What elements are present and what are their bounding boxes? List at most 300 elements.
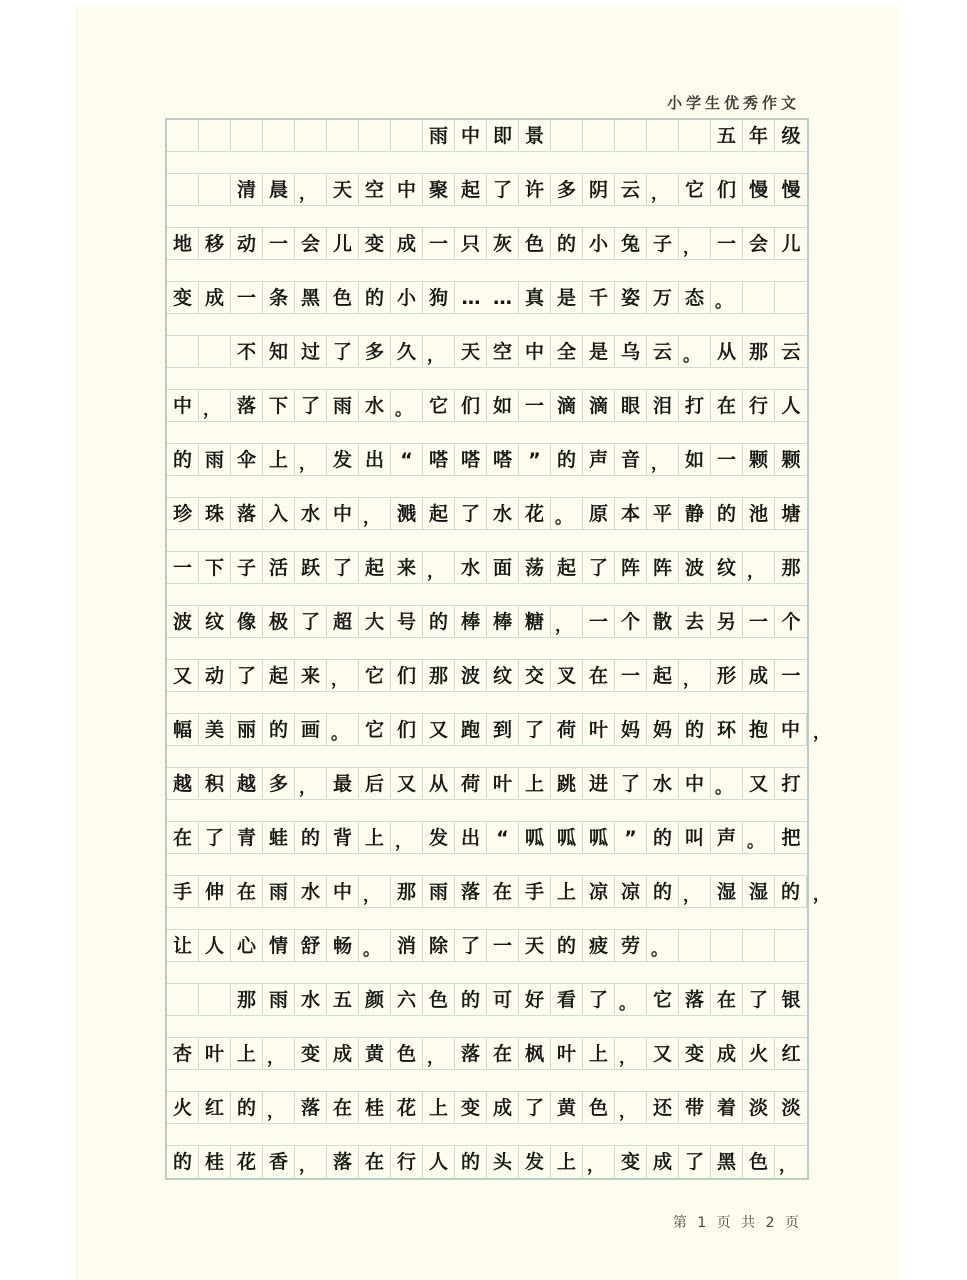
grid-cell: 人 <box>781 394 801 417</box>
grid-spacer-row <box>167 314 807 336</box>
grid-cell: 人 <box>423 1146 455 1178</box>
grid-spacer-row <box>167 800 807 822</box>
grid-cell: 真 <box>519 282 551 314</box>
grid-cell: 劳 <box>615 930 647 962</box>
grid-cell: 行 <box>391 1146 423 1178</box>
grid-cell: 除 <box>423 930 455 962</box>
text-row <box>167 390 807 422</box>
grid-cell: 呱 <box>519 822 551 854</box>
grid-cell: 枫 <box>519 1038 551 1070</box>
grid-cell: 丽 <box>231 714 263 746</box>
grid-cell: 形 <box>711 660 743 692</box>
grid-cell: 上 <box>551 876 583 908</box>
grid-cell: 们 <box>455 390 487 422</box>
grid-spacer-row <box>167 638 807 660</box>
grid-cell: 行 <box>743 390 775 422</box>
grid-cell-empty <box>775 282 807 314</box>
grid-cell: 后 <box>359 768 391 800</box>
grid-cell: 落 <box>455 1038 487 1070</box>
grid-cell: 荷 <box>551 714 583 746</box>
text-row <box>167 1038 807 1070</box>
grid-cell: 花 <box>231 1146 263 1178</box>
grid-cell: 年 <box>743 120 775 152</box>
grid-cell: 畅 <box>327 930 359 962</box>
grid-cell: 兔 <box>615 228 647 260</box>
grid-cell: 移 <box>199 228 231 260</box>
grid-cell: 下 <box>199 552 231 584</box>
grid-cell: 叶 <box>199 1038 231 1070</box>
grid-cell: 一 <box>583 606 615 638</box>
grid-cell: 下 <box>263 390 295 422</box>
grid-cell: 波 <box>455 660 487 692</box>
grid-cell: 了 <box>295 606 327 638</box>
grid-cell: 活 <box>263 552 295 584</box>
text-row <box>167 930 807 962</box>
grid-cell: 起 <box>423 498 455 530</box>
grid-cell: 它 <box>647 984 679 1016</box>
grid-cell: 成 <box>199 282 231 314</box>
grid-cell: 云 <box>615 174 647 206</box>
grid-cell: 成 <box>327 1038 359 1070</box>
grid-cell: 发 <box>423 822 455 854</box>
grid-cell: 起 <box>551 552 583 584</box>
grid-cell: 个 <box>615 606 647 638</box>
grid-cell: 起 <box>455 174 487 206</box>
grid-cell: 银 <box>781 988 801 1011</box>
grid-cell: 黑 <box>711 1146 743 1178</box>
grid-cell: 子 <box>647 228 679 260</box>
grid-cell: ， <box>779 1156 796 1176</box>
grid-cell: 淡 <box>781 1096 801 1119</box>
grid-cell: 的 <box>775 876 807 908</box>
grid-cell: 了 <box>327 336 359 368</box>
grid-cell: 的 <box>423 606 455 638</box>
grid-cell: 眼 <box>615 390 647 422</box>
grid-cell: 杏 <box>167 1038 199 1070</box>
grid-cell: 中 <box>327 876 359 908</box>
text-row <box>167 444 807 476</box>
text-row <box>167 174 807 206</box>
grid-cell: 色 <box>519 228 551 260</box>
grid-cell: 落 <box>327 1146 359 1178</box>
grid-cell: 跑 <box>455 714 487 746</box>
grid-cell: 泪 <box>647 390 679 422</box>
grid-spacer-row <box>167 908 807 930</box>
grid-cell: 动 <box>231 228 263 260</box>
text-row <box>167 552 807 584</box>
grid-cell: 来 <box>295 660 327 692</box>
text-row <box>167 282 807 314</box>
grid-cell: 了 <box>295 390 327 422</box>
grid-cell: 小 <box>391 282 423 314</box>
grid-cell: 那 <box>423 660 455 692</box>
grid-cell: ， <box>295 444 327 476</box>
grid-cell: 火 <box>743 1038 775 1070</box>
grid-cell-empty <box>199 120 231 152</box>
grid-cell: 云 <box>781 340 801 363</box>
grid-cell: 上 <box>551 1146 583 1178</box>
grid-cell: 落 <box>455 876 487 908</box>
grid-cell: 的 <box>647 822 679 854</box>
grid-cell-empty <box>679 120 711 152</box>
grid-cell: 呱 <box>551 822 583 854</box>
grid-cell: 棒 <box>487 606 519 638</box>
grid-cell: 变 <box>359 228 391 260</box>
grid-cell: 儿 <box>327 228 359 260</box>
grid-cell: 成 <box>647 1146 679 1178</box>
grid-cell: 原 <box>583 498 615 530</box>
grid-cell: 又 <box>423 714 455 746</box>
grid-cell: 阴 <box>583 174 615 206</box>
grid-cell: 入 <box>263 498 295 530</box>
grid-cell: 伞 <box>231 444 263 476</box>
grid-cell: 像 <box>231 606 263 638</box>
grid-cell: 的 <box>679 714 711 746</box>
grid-cell: 色 <box>583 1092 615 1124</box>
grid-cell: 聚 <box>423 174 455 206</box>
grid-spacer-row <box>167 206 807 228</box>
grid-cell: ， <box>583 1146 615 1178</box>
grid-cell: 妈 <box>647 714 679 746</box>
grid-cell: 叶 <box>583 714 615 746</box>
grid-cell: 雨 <box>423 120 455 152</box>
grid-cell: 湿 <box>711 876 743 908</box>
grid-cell: 好 <box>519 984 551 1016</box>
grid-cell: 不 <box>231 336 263 368</box>
grid-cell: 声 <box>583 444 615 476</box>
grid-cell: 落 <box>231 498 263 530</box>
grid-cell: 雨 <box>327 390 359 422</box>
grid-cell: ， <box>615 1092 647 1124</box>
grid-cell: 的 <box>455 984 487 1016</box>
grid-cell: 变 <box>615 1146 647 1178</box>
grid-cell: 另 <box>711 606 743 638</box>
grid-cell: 中 <box>391 174 423 206</box>
grid-cell: 带 <box>679 1092 711 1124</box>
grid-cell: ， <box>423 336 455 368</box>
grid-cell: 美 <box>199 714 231 746</box>
grid-spacer-row <box>167 530 807 552</box>
grid-cell: 的 <box>551 228 583 260</box>
grid-cell: 慢 <box>781 178 801 201</box>
text-row <box>167 606 807 638</box>
grid-cell: 了 <box>327 552 359 584</box>
grid-cell: 即 <box>487 120 519 152</box>
grid-cell: 荡 <box>519 552 551 584</box>
grid-cell: 姿 <box>615 282 647 314</box>
grid-cell: 天 <box>455 336 487 368</box>
grid-cell: 极 <box>263 606 295 638</box>
grid-cell: 消 <box>391 930 423 962</box>
grid-cell: 让 <box>167 930 199 962</box>
grid-cell: 发 <box>519 1146 551 1178</box>
grid-cell: 黄 <box>359 1038 391 1070</box>
grid-cell: 纹 <box>199 606 231 638</box>
grid-cell: 了 <box>487 174 519 206</box>
grid-cell: 蛙 <box>263 822 295 854</box>
grid-cell: 一 <box>231 282 263 314</box>
grid-cell: 在 <box>487 876 519 908</box>
grid-spacer-row <box>167 422 807 444</box>
grid-cell: 积 <box>199 768 231 800</box>
grid-cell: 雨 <box>199 444 231 476</box>
grid-cell: 出 <box>455 822 487 854</box>
grid-cell: 可 <box>487 984 519 1016</box>
grid-cell: 变 <box>167 282 199 314</box>
grid-cell: 五 <box>327 984 359 1016</box>
grid-cell: 的 <box>359 282 391 314</box>
grid-cell: 儿 <box>781 232 801 255</box>
grid-cell: 了 <box>455 930 487 962</box>
text-row <box>167 660 807 692</box>
grid-cell: ， <box>295 768 327 800</box>
text-row <box>167 498 807 530</box>
grid-cell: 最 <box>327 768 359 800</box>
grid-cell: 如 <box>679 444 711 476</box>
grid-cell: 一 <box>263 228 295 260</box>
grid-cell: 中 <box>327 498 359 530</box>
grid-cell-empty <box>615 120 647 152</box>
grid-cell: 黄 <box>551 1092 583 1124</box>
grid-cell: 上 <box>423 1092 455 1124</box>
grid-cell: 级 <box>781 124 801 147</box>
grid-spacer-row <box>167 368 807 390</box>
grid-cell: 变 <box>455 1092 487 1124</box>
grid-cell: 一 <box>167 552 199 584</box>
grid-cell: 六 <box>391 984 423 1016</box>
composition-grid <box>165 118 830 1180</box>
grid-cell: 成 <box>391 228 423 260</box>
grid-cell: 火 <box>167 1092 199 1124</box>
grid-cell: 中 <box>679 768 711 800</box>
grid-cell-empty <box>167 120 199 152</box>
grid-cell: ， <box>295 1146 327 1178</box>
grid-spacer-row <box>167 854 807 876</box>
grid-cell-empty <box>583 120 615 152</box>
text-row <box>167 228 807 260</box>
grid-cell: 发 <box>327 444 359 476</box>
grid-spacer-row <box>167 260 807 282</box>
grid-cell: 静 <box>679 498 711 530</box>
grid-cell: 疲 <box>583 930 615 962</box>
grid-cell: 会 <box>295 228 327 260</box>
grid-cell: 空 <box>487 336 519 368</box>
grid-cell: 本 <box>615 498 647 530</box>
grid-cell: 在 <box>359 1146 391 1178</box>
grid-cell: 那 <box>391 876 423 908</box>
grid-cell: ， <box>743 552 775 584</box>
grid-cell: 嗒 <box>423 444 455 476</box>
grid-cell: 超 <box>327 606 359 638</box>
grid-cell: 们 <box>711 174 743 206</box>
grid-cell: 景 <box>519 120 551 152</box>
grid-cell: 的 <box>647 876 679 908</box>
grid-spacer-row <box>167 1016 807 1038</box>
grid-cell: 们 <box>391 714 423 746</box>
grid-cell: 在 <box>167 822 199 854</box>
grid-cell: 大 <box>359 606 391 638</box>
grid-cell: 红 <box>781 1042 801 1065</box>
grid-cell-empty <box>551 120 583 152</box>
grid-cell: 了 <box>455 498 487 530</box>
grid-cell: 水 <box>455 552 487 584</box>
page-header-title: 小学生优秀作文 <box>666 94 800 112</box>
grid-cell: 子 <box>231 552 263 584</box>
grid-cell: ， <box>679 876 711 908</box>
grid-cell: 的 <box>263 714 295 746</box>
grid-cell: 态 <box>679 282 711 314</box>
hanging-punctuation: ， <box>813 885 830 905</box>
text-row <box>167 984 807 1016</box>
grid-cell-empty <box>743 282 775 314</box>
grid-cell: 落 <box>679 984 711 1016</box>
grid-spacer-row <box>167 1124 807 1146</box>
grid-cell: 们 <box>391 660 423 692</box>
grid-cell-empty <box>295 120 327 152</box>
grid-cell: 一 <box>615 660 647 692</box>
grid-cell: 背 <box>327 822 359 854</box>
grid-cell-empty <box>167 984 199 1016</box>
grid-cell: ， <box>679 660 711 692</box>
grid-cell: 色 <box>391 1038 423 1070</box>
grid-cell: 它 <box>359 660 391 692</box>
grid-cell-empty <box>231 120 263 152</box>
grid-cell: 是 <box>583 336 615 368</box>
grid-cell: 过 <box>295 336 327 368</box>
grid-cell: 了 <box>615 768 647 800</box>
grid-cell: 花 <box>391 1092 423 1124</box>
grid-cell: 慢 <box>743 174 775 206</box>
grid-cell: 。 <box>391 390 423 422</box>
grid-cell: 纹 <box>487 660 519 692</box>
grid-cell: … <box>461 286 481 309</box>
grid-cell: 小 <box>583 228 615 260</box>
text-row <box>167 876 830 908</box>
grid-cell: 情 <box>263 930 295 962</box>
grid-spacer-row <box>167 584 807 606</box>
grid-spacer-row <box>167 1070 807 1092</box>
grid-cell: 的 <box>711 498 743 530</box>
grid-cell: 一 <box>743 606 775 638</box>
grid-cell: 上 <box>583 1038 615 1070</box>
grid-cell: 着 <box>711 1092 743 1124</box>
title-row <box>167 120 807 152</box>
grid-cell: 上 <box>519 768 551 800</box>
grid-cell: “ <box>391 444 423 476</box>
grid-cell: 滴 <box>551 390 583 422</box>
grid-cell: 中 <box>167 390 199 422</box>
grid-cell: 的 <box>455 1146 487 1178</box>
grid-cell: 会 <box>743 228 775 260</box>
grid-cell: 变 <box>295 1038 327 1070</box>
grid-cell: 颗 <box>781 448 801 471</box>
grid-cell: 五 <box>711 120 743 152</box>
grid-cell: ， <box>199 390 231 422</box>
grid-cell: ， <box>359 876 391 908</box>
grid-cell-empty <box>775 930 807 962</box>
grid-cell: ， <box>263 1092 295 1124</box>
grid-cell: 清 <box>231 174 263 206</box>
grid-cell: 只 <box>455 228 487 260</box>
grid-cell: 交 <box>519 660 551 692</box>
grid-cell: 呱 <box>583 822 615 854</box>
grid-cell: 纹 <box>711 552 743 584</box>
grid-cell: 越 <box>231 768 263 800</box>
grid-cell: 狗 <box>423 282 455 314</box>
grid-cell: ， <box>551 606 583 638</box>
grid-cell-empty <box>327 120 359 152</box>
grid-cell: 中 <box>455 120 487 152</box>
grid-cell: 在 <box>327 1092 359 1124</box>
grid-cell-empty <box>199 336 231 368</box>
grid-cell: 。 <box>711 282 743 314</box>
grid-cell: 它 <box>359 714 391 746</box>
text-row <box>167 1146 807 1178</box>
grid-cell: 那 <box>231 984 263 1016</box>
grid-cell: “ <box>487 822 519 854</box>
grid-cell: 个 <box>781 610 801 633</box>
grid-cell-empty <box>167 336 199 368</box>
grid-cell: 的 <box>167 1146 199 1178</box>
grid-cell: 许 <box>519 174 551 206</box>
text-row <box>167 1092 807 1124</box>
grid-cell: ， <box>423 1038 455 1070</box>
grid-cell: 手 <box>167 876 199 908</box>
grid-cell: 成 <box>743 660 775 692</box>
grid-spacer-row <box>167 692 807 714</box>
grid-cell: 打 <box>679 390 711 422</box>
grid-cell-empty <box>679 930 711 962</box>
grid-cell: 。 <box>327 714 359 746</box>
grid-cell: 雨 <box>263 876 295 908</box>
grid-cell: 雨 <box>423 876 455 908</box>
grid-cell: 颗 <box>743 444 775 476</box>
grid-cell: 起 <box>647 660 679 692</box>
grid-spacer-row <box>167 476 807 498</box>
grid-cell-empty <box>199 174 231 206</box>
grid-cell: 叶 <box>551 1038 583 1070</box>
grid-cell: 它 <box>423 390 455 422</box>
grid-cell: 叶 <box>487 768 519 800</box>
grid-cell: 塘 <box>781 502 801 525</box>
grid-cell: 出 <box>359 444 391 476</box>
grid-cell: 画 <box>295 714 327 746</box>
grid-cell: 还 <box>647 1092 679 1124</box>
grid-cell: 晨 <box>263 174 295 206</box>
grid-cell: 全 <box>551 336 583 368</box>
grid-cell: 一 <box>781 664 801 687</box>
grid-cell: ” <box>519 444 551 476</box>
grid-cell: 又 <box>391 768 423 800</box>
grid-cell: 红 <box>199 1092 231 1124</box>
grid-cell: 打 <box>781 772 801 795</box>
grid-cell: ， <box>647 444 679 476</box>
grid-cell: 来 <box>391 552 423 584</box>
grid-cell: 叉 <box>551 660 583 692</box>
grid-cell: 色 <box>743 1146 775 1178</box>
grid-cell: 水 <box>295 984 327 1016</box>
grid-cell: 平 <box>647 498 679 530</box>
grid-spacer-row <box>167 746 807 768</box>
grid-cell: 千 <box>583 282 615 314</box>
grid-cell: ” <box>615 822 647 854</box>
grid-cell: 跳 <box>551 768 583 800</box>
grid-cell: 青 <box>231 822 263 854</box>
grid-cell: 。 <box>679 336 711 368</box>
grid-cell: 了 <box>743 984 775 1016</box>
grid-cell-empty <box>359 120 391 152</box>
grid-cell: 珍 <box>167 498 199 530</box>
